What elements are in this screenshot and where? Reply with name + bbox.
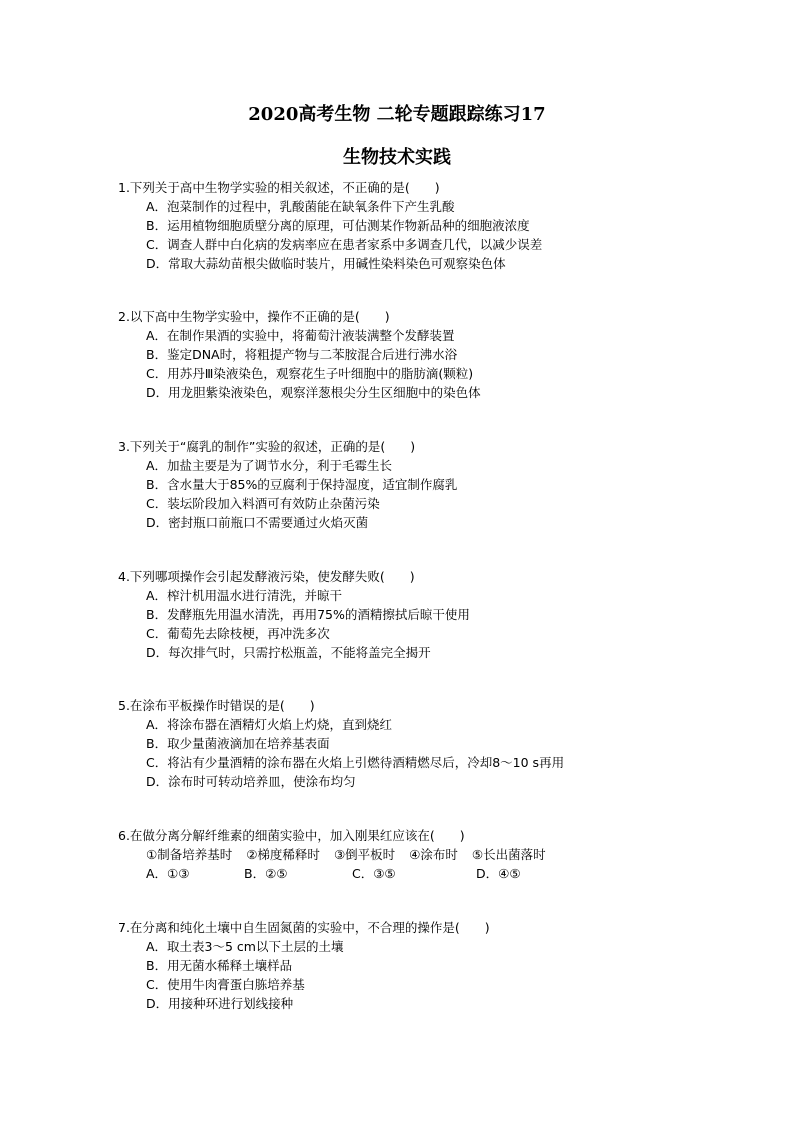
option-b: B．发酵瓶先用温水清洗，再用75%的酒精擦拭后晾干使用	[146, 607, 470, 622]
option-b: B．取少量菌液滴加在培养基表面	[146, 736, 330, 751]
option-d: D．用接种环进行划线接种	[146, 996, 294, 1011]
option-b: B．运用植物细胞质壁分离的原理，可估测某作物新品种的细胞液浓度	[146, 218, 530, 233]
option-b: B．用无菌水稀释土壤样品	[146, 958, 293, 973]
option-d: D．用龙胆紫染液染色，观察洋葱根尖分生区细胞中的染色体	[146, 385, 481, 400]
question-stem: 3.下列关于“腐乳的制作”实验的叙述，正确的是( )	[118, 439, 416, 454]
question-stem: 6.在做分离分解纤维素的细菌实验中，加入刚果红应该在( )	[118, 828, 465, 843]
sub-item: ①制备培养基时	[146, 847, 233, 862]
question-5	[118, 696, 778, 791]
question-1	[118, 178, 778, 273]
option-b: B．②⑤	[244, 866, 288, 881]
option-c: C．装坛阶段加入料酒可有效防止杂菌污染	[146, 496, 380, 511]
document-title: 2020高考生物 二轮专题跟踪练习17	[248, 104, 546, 125]
option-b: B．鉴定DNA时，将粗提产物与二苯胺混合后进行沸水浴	[146, 347, 458, 362]
sub-item: ③倒平板时	[333, 847, 396, 862]
options-row	[118, 864, 778, 883]
option-d: D．每次排气时，只需拧松瓶盖，不能将盖完全揭开	[146, 645, 431, 660]
option-d: D．④⑤	[476, 866, 521, 881]
question-6	[118, 826, 778, 883]
question-7	[118, 918, 778, 1013]
option-b: B．含水量大于85%的豆腐利于保持湿度，适宜制作腐乳	[146, 477, 458, 492]
option-a: A．泡菜制作的过程中，乳酸菌能在缺氧条件下产生乳酸	[146, 199, 455, 214]
question-stem: 2.以下高中生物学实验中，操作不正确的是( )	[118, 309, 390, 324]
question-stem: 5.在涂布平板操作时错误的是( )	[118, 698, 315, 713]
option-c: C．将沾有少量酒精的涂布器在火焰上引燃待酒精燃尽后，冷却8～10 s再用	[146, 755, 565, 770]
question-2	[118, 307, 778, 402]
option-c: C．葡萄先去除枝梗，再冲洗多次	[146, 626, 330, 641]
question-stem: 4.下列哪项操作会引起发酵液污染，使发酵失败( )	[118, 569, 415, 584]
option-d: D．密封瓶口前瓶口不需要通过火焰灭菌	[146, 515, 369, 530]
sub-items-row	[118, 845, 778, 864]
option-a: A．取土表3～5 cm以下土层的土壤	[146, 939, 344, 954]
option-a: A．将涂布器在酒精灯火焰上灼烧，直到烧红	[146, 717, 393, 732]
question-3	[118, 437, 778, 532]
option-c: C．用苏丹Ⅲ染液染色，观察花生子叶细胞中的脂肪滴(颗粒)	[146, 366, 474, 381]
option-d: D．常取大蒜幼苗根尖做临时装片，用碱性染料染色可观察染色体	[146, 256, 506, 271]
option-d: D．涂布时可转动培养皿，使涂布均匀	[146, 774, 356, 789]
option-a: A．榨汁机用温水进行清洗，并晾干	[146, 588, 343, 603]
sub-item: ②梯度稀释时	[246, 847, 320, 862]
option-c: C．使用牛肉膏蛋白胨培养基	[146, 977, 305, 992]
option-c: C．调查人群中白化病的发病率应在患者家系中多调查几代，以减少误差	[146, 237, 543, 252]
option-a: A．在制作果酒的实验中，将葡萄汁液装满整个发酵装置	[146, 328, 455, 343]
document-subtitle: 生物技术实践	[343, 147, 451, 168]
sub-item: ④涂布时	[409, 847, 458, 862]
question-stem: 7.在分离和纯化土壤中自生固氮菌的实验中，不合理的操作是( )	[118, 920, 490, 935]
option-a: A．①③	[146, 866, 190, 881]
question-stem: 1.下列关于高中生物学实验的相关叙述，不正确的是( )	[118, 180, 440, 195]
sub-item: ⑤长出菌落时	[471, 847, 546, 862]
option-c: C．③⑤	[352, 866, 396, 881]
option-a: A．加盐主要是为了调节水分，利于毛霉生长	[146, 458, 393, 473]
question-4	[118, 567, 778, 662]
